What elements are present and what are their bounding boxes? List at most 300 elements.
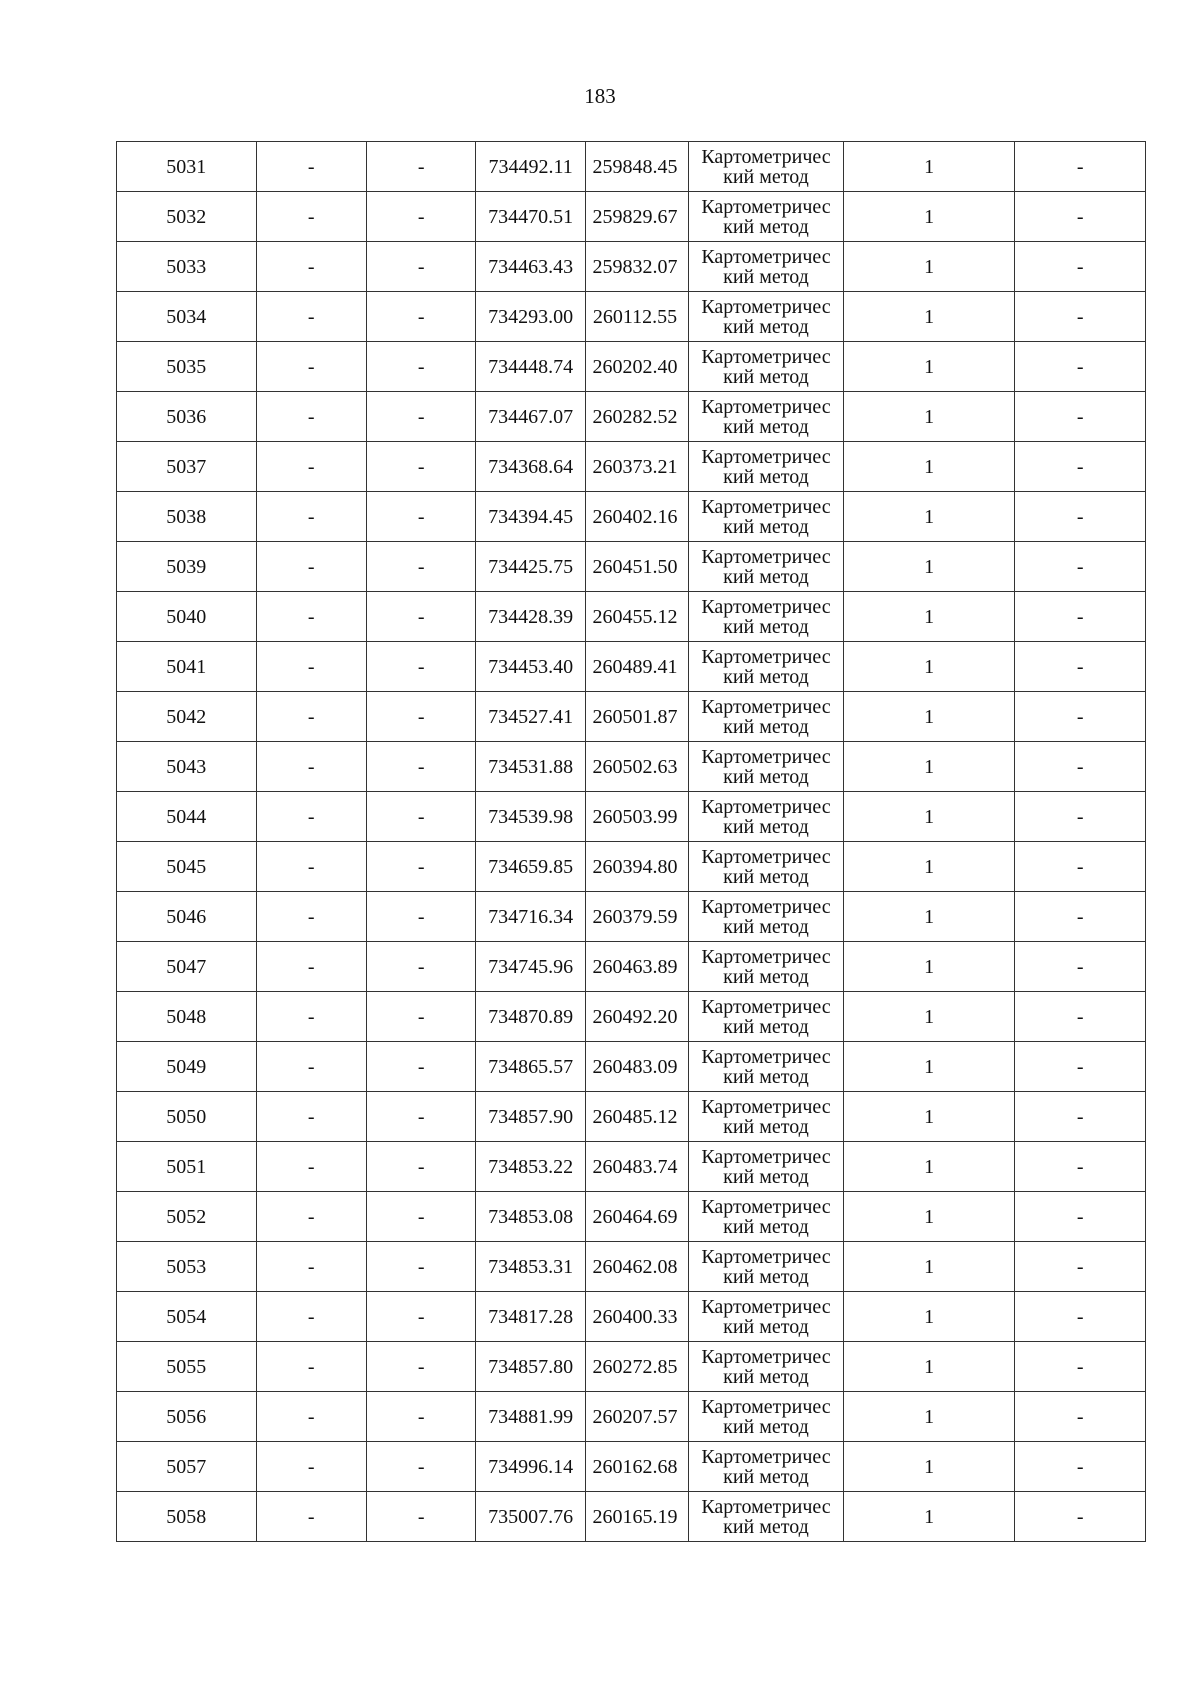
accuracy-cell: 1 (843, 392, 1015, 442)
method-text-line: кий метод (723, 865, 809, 888)
column-3-cell: - (366, 942, 475, 992)
note-cell: - (1015, 192, 1146, 242)
column-3-cell: - (366, 1342, 475, 1392)
method-text-line: Картометричес (701, 1245, 831, 1268)
table-row (117, 242, 1146, 292)
y-coordinate-cell: 260485.12 (585, 1092, 688, 1142)
column-2-cell: - (256, 892, 366, 942)
method-text-line: Картометричес (701, 245, 831, 268)
accuracy-cell: 1 (843, 1442, 1015, 1492)
note-cell: - (1015, 442, 1146, 492)
note-cell: - (1015, 1392, 1146, 1442)
method-cell (689, 542, 844, 592)
column-2-cell: - (256, 1442, 366, 1492)
x-coordinate-cell: 734463.43 (476, 242, 585, 292)
note-cell: - (1015, 692, 1146, 742)
x-coordinate-cell: 734470.51 (476, 192, 585, 242)
method-text-line: Картометричес (701, 545, 831, 568)
point-number-cell: 5044 (117, 792, 257, 842)
note-cell: - (1015, 742, 1146, 792)
column-3-cell: - (366, 242, 475, 292)
table-row (117, 142, 1146, 192)
accuracy-cell: 1 (843, 542, 1015, 592)
method-text-line: Картометричес (701, 745, 831, 768)
note-cell: - (1015, 892, 1146, 942)
accuracy-cell: 1 (843, 592, 1015, 642)
table-row (117, 692, 1146, 742)
point-number-cell: 5050 (117, 1092, 257, 1142)
column-2-cell: - (256, 192, 366, 242)
method-text-line: Картометричес (701, 145, 831, 168)
table-row (117, 1392, 1146, 1442)
y-coordinate-cell: 260394.80 (585, 842, 688, 892)
accuracy-cell: 1 (843, 1092, 1015, 1142)
y-coordinate-cell: 260272.85 (585, 1342, 688, 1392)
accuracy-cell: 1 (843, 442, 1015, 492)
note-cell: - (1015, 242, 1146, 292)
table-row (117, 892, 1146, 942)
table-row (117, 192, 1146, 242)
x-coordinate-cell: 734527.41 (476, 692, 585, 742)
method-text-line: кий метод (723, 1065, 809, 1088)
column-2-cell: - (256, 942, 366, 992)
x-coordinate-cell: 734467.07 (476, 392, 585, 442)
note-cell: - (1015, 1042, 1146, 1092)
accuracy-cell: 1 (843, 342, 1015, 392)
y-coordinate-cell: 260483.09 (585, 1042, 688, 1092)
column-2-cell: - (256, 1292, 366, 1342)
method-text-line: кий метод (723, 565, 809, 588)
y-coordinate-cell: 260503.99 (585, 792, 688, 842)
method-text-line: Картометричес (701, 1295, 831, 1318)
method-text-line: Картометричес (701, 945, 831, 968)
note-cell: - (1015, 1142, 1146, 1192)
method-text-line: Картометричес (701, 1095, 831, 1118)
point-number-cell: 5051 (117, 1142, 257, 1192)
method-text-line: кий метод (723, 1115, 809, 1138)
y-coordinate-cell: 260162.68 (585, 1442, 688, 1492)
column-3-cell: - (366, 292, 475, 342)
column-3-cell: - (366, 692, 475, 742)
method-cell (689, 892, 844, 942)
column-3-cell: - (366, 342, 475, 392)
x-coordinate-cell: 734368.64 (476, 442, 585, 492)
method-text-line: Картометричес (701, 345, 831, 368)
accuracy-cell: 1 (843, 892, 1015, 942)
x-coordinate-cell: 734428.39 (476, 592, 585, 642)
y-coordinate-cell: 260165.19 (585, 1492, 688, 1542)
method-cell (689, 992, 844, 1042)
method-text-line: Картометричес (701, 645, 831, 668)
table-row (117, 592, 1146, 642)
method-text-line: Картометричес (701, 1395, 831, 1418)
method-text-line: кий метод (723, 965, 809, 988)
column-3-cell: - (366, 592, 475, 642)
column-3-cell: - (366, 1242, 475, 1292)
method-text-line: Картометричес (701, 195, 831, 218)
table-row (117, 1442, 1146, 1492)
accuracy-cell: 1 (843, 1042, 1015, 1092)
note-cell: - (1015, 1492, 1146, 1542)
column-2-cell: - (256, 492, 366, 542)
point-number-cell: 5057 (117, 1442, 257, 1492)
x-coordinate-cell: 734745.96 (476, 942, 585, 992)
x-coordinate-cell: 734857.90 (476, 1092, 585, 1142)
note-cell: - (1015, 1342, 1146, 1392)
y-coordinate-cell: 260492.20 (585, 992, 688, 1042)
method-cell (689, 392, 844, 442)
column-2-cell: - (256, 1392, 366, 1442)
y-coordinate-cell: 259829.67 (585, 192, 688, 242)
accuracy-cell: 1 (843, 1192, 1015, 1242)
x-coordinate-cell: 734870.89 (476, 992, 585, 1042)
y-coordinate-cell: 260483.74 (585, 1142, 688, 1192)
table-row (117, 842, 1146, 892)
y-coordinate-cell: 260489.41 (585, 642, 688, 692)
x-coordinate-cell: 734853.31 (476, 1242, 585, 1292)
column-3-cell: - (366, 542, 475, 592)
method-cell (689, 292, 844, 342)
accuracy-cell: 1 (843, 1292, 1015, 1342)
y-coordinate-cell: 260400.33 (585, 1292, 688, 1342)
column-2-cell: - (256, 842, 366, 892)
x-coordinate-cell: 734857.80 (476, 1342, 585, 1392)
method-text-line: Картометричес (701, 895, 831, 918)
table-row (117, 442, 1146, 492)
x-coordinate-cell: 734448.74 (476, 342, 585, 392)
point-number-cell: 5042 (117, 692, 257, 742)
column-2-cell: - (256, 592, 366, 642)
accuracy-cell: 1 (843, 1242, 1015, 1292)
method-text-line: кий метод (723, 165, 809, 188)
point-number-cell: 5040 (117, 592, 257, 642)
method-cell (689, 642, 844, 692)
method-cell (689, 142, 844, 192)
x-coordinate-cell: 735007.76 (476, 1492, 585, 1542)
method-text-line: Картометричес (701, 1045, 831, 1068)
column-2-cell: - (256, 1242, 366, 1292)
x-coordinate-cell: 734716.34 (476, 892, 585, 942)
note-cell: - (1015, 292, 1146, 342)
y-coordinate-cell: 260463.89 (585, 942, 688, 992)
method-cell (689, 192, 844, 242)
column-3-cell: - (366, 742, 475, 792)
method-cell (689, 1392, 844, 1442)
method-cell (689, 1342, 844, 1392)
column-2-cell: - (256, 642, 366, 692)
method-text-line: Картометричес (701, 1195, 831, 1218)
column-2-cell: - (256, 792, 366, 842)
method-text-line: кий метод (723, 765, 809, 788)
note-cell: - (1015, 1442, 1146, 1492)
x-coordinate-cell: 734865.57 (476, 1042, 585, 1092)
note-cell: - (1015, 592, 1146, 642)
table-row (117, 492, 1146, 542)
method-text-line: кий метод (723, 1265, 809, 1288)
x-coordinate-cell: 734394.45 (476, 492, 585, 542)
point-number-cell: 5038 (117, 492, 257, 542)
accuracy-cell: 1 (843, 1492, 1015, 1542)
method-cell (689, 792, 844, 842)
x-coordinate-cell: 734453.40 (476, 642, 585, 692)
note-cell: - (1015, 142, 1146, 192)
accuracy-cell: 1 (843, 992, 1015, 1042)
note-cell: - (1015, 1292, 1146, 1342)
column-3-cell: - (366, 1492, 475, 1542)
point-number-cell: 5053 (117, 1242, 257, 1292)
x-coordinate-cell: 734996.14 (476, 1442, 585, 1492)
x-coordinate-cell: 734881.99 (476, 1392, 585, 1442)
method-cell (689, 942, 844, 992)
accuracy-cell: 1 (843, 492, 1015, 542)
method-text-line: кий метод (723, 1315, 809, 1338)
column-3-cell: - (366, 492, 475, 542)
column-2-cell: - (256, 342, 366, 392)
method-cell (689, 492, 844, 542)
point-number-cell: 5043 (117, 742, 257, 792)
point-number-cell: 5054 (117, 1292, 257, 1342)
point-number-cell: 5032 (117, 192, 257, 242)
method-text-line: кий метод (723, 665, 809, 688)
method-text-line: кий метод (723, 715, 809, 738)
x-coordinate-cell: 734425.75 (476, 542, 585, 592)
y-coordinate-cell: 259848.45 (585, 142, 688, 192)
table-row (117, 1292, 1146, 1342)
method-cell (689, 842, 844, 892)
accuracy-cell: 1 (843, 1142, 1015, 1192)
y-coordinate-cell: 260373.21 (585, 442, 688, 492)
note-cell: - (1015, 1242, 1146, 1292)
point-number-cell: 5056 (117, 1392, 257, 1442)
accuracy-cell: 1 (843, 942, 1015, 992)
method-text-line: кий метод (723, 315, 809, 338)
method-text-line: кий метод (723, 215, 809, 238)
accuracy-cell: 1 (843, 792, 1015, 842)
table-row (117, 1342, 1146, 1392)
column-2-cell: - (256, 692, 366, 742)
note-cell: - (1015, 1192, 1146, 1242)
table-row (117, 1092, 1146, 1142)
method-cell (689, 1192, 844, 1242)
column-3-cell: - (366, 392, 475, 442)
point-number-cell: 5041 (117, 642, 257, 692)
method-text-line: Картометричес (701, 295, 831, 318)
method-text-line: кий метод (723, 915, 809, 938)
method-text-line: Картометричес (701, 1495, 831, 1518)
method-text-line: кий метод (723, 1465, 809, 1488)
method-cell (689, 1292, 844, 1342)
column-3-cell: - (366, 792, 475, 842)
method-text-line: кий метод (723, 515, 809, 538)
method-text-line: Картометричес (701, 1145, 831, 1168)
table-row (117, 642, 1146, 692)
method-text-line: Картометричес (701, 595, 831, 618)
method-text-line: кий метод (723, 415, 809, 438)
table-body (117, 142, 1146, 1542)
method-cell (689, 692, 844, 742)
table-row (117, 992, 1146, 1042)
point-number-cell: 5058 (117, 1492, 257, 1542)
method-text-line: Картометричес (701, 495, 831, 518)
note-cell: - (1015, 792, 1146, 842)
table-row (117, 392, 1146, 442)
method-cell (689, 1242, 844, 1292)
column-2-cell: - (256, 142, 366, 192)
method-cell (689, 342, 844, 392)
coordinates-table (116, 141, 1146, 1542)
accuracy-cell: 1 (843, 642, 1015, 692)
y-coordinate-cell: 260502.63 (585, 742, 688, 792)
method-text-line: Картометричес (701, 395, 831, 418)
column-3-cell: - (366, 1192, 475, 1242)
table-row (117, 1042, 1146, 1092)
point-number-cell: 5047 (117, 942, 257, 992)
method-text-line: кий метод (723, 1215, 809, 1238)
point-number-cell: 5031 (117, 142, 257, 192)
column-2-cell: - (256, 292, 366, 342)
method-text-line: кий метод (723, 1165, 809, 1188)
table-row (117, 292, 1146, 342)
note-cell: - (1015, 542, 1146, 592)
accuracy-cell: 1 (843, 692, 1015, 742)
note-cell: - (1015, 492, 1146, 542)
method-text-line: Картометричес (701, 1445, 831, 1468)
method-cell (689, 1042, 844, 1092)
method-text-line: кий метод (723, 815, 809, 838)
y-coordinate-cell: 260112.55 (585, 292, 688, 342)
table-row (117, 942, 1146, 992)
point-number-cell: 5045 (117, 842, 257, 892)
method-cell (689, 592, 844, 642)
method-text-line: кий метод (723, 265, 809, 288)
method-text-line: Картометричес (701, 795, 831, 818)
column-3-cell: - (366, 192, 475, 242)
y-coordinate-cell: 260207.57 (585, 1392, 688, 1442)
column-2-cell: - (256, 542, 366, 592)
column-2-cell: - (256, 992, 366, 1042)
accuracy-cell: 1 (843, 1342, 1015, 1392)
point-number-cell: 5052 (117, 1192, 257, 1242)
x-coordinate-cell: 734492.11 (476, 142, 585, 192)
table-row (117, 1192, 1146, 1242)
accuracy-cell: 1 (843, 842, 1015, 892)
method-text-line: кий метод (723, 1515, 809, 1538)
column-3-cell: - (366, 142, 475, 192)
table-row (117, 1142, 1146, 1192)
table-row (117, 1242, 1146, 1292)
accuracy-cell: 1 (843, 242, 1015, 292)
y-coordinate-cell: 260379.59 (585, 892, 688, 942)
y-coordinate-cell: 260451.50 (585, 542, 688, 592)
x-coordinate-cell: 734853.08 (476, 1192, 585, 1242)
column-2-cell: - (256, 1342, 366, 1392)
y-coordinate-cell: 260455.12 (585, 592, 688, 642)
method-text-line: кий метод (723, 615, 809, 638)
page-number: 183 (584, 84, 616, 108)
column-2-cell: - (256, 392, 366, 442)
column-3-cell: - (366, 1442, 475, 1492)
column-2-cell: - (256, 242, 366, 292)
point-number-cell: 5036 (117, 392, 257, 442)
table-row (117, 542, 1146, 592)
note-cell: - (1015, 342, 1146, 392)
column-3-cell: - (366, 442, 475, 492)
point-number-cell: 5034 (117, 292, 257, 342)
column-3-cell: - (366, 892, 475, 942)
y-coordinate-cell: 260282.52 (585, 392, 688, 442)
x-coordinate-cell: 734293.00 (476, 292, 585, 342)
method-text-line: Картометричес (701, 445, 831, 468)
y-coordinate-cell: 260402.16 (585, 492, 688, 542)
column-2-cell: - (256, 442, 366, 492)
method-cell (689, 742, 844, 792)
table-row (117, 742, 1146, 792)
method-text-line: Картометричес (701, 995, 831, 1018)
column-3-cell: - (366, 992, 475, 1042)
point-number-cell: 5035 (117, 342, 257, 392)
table-row (117, 792, 1146, 842)
method-cell (689, 1442, 844, 1492)
y-coordinate-cell: 259832.07 (585, 242, 688, 292)
note-cell: - (1015, 992, 1146, 1042)
method-cell (689, 442, 844, 492)
column-3-cell: - (366, 642, 475, 692)
x-coordinate-cell: 734817.28 (476, 1292, 585, 1342)
column-3-cell: - (366, 842, 475, 892)
method-cell (689, 242, 844, 292)
method-cell (689, 1092, 844, 1142)
method-text-line: Картометричес (701, 1345, 831, 1368)
accuracy-cell: 1 (843, 142, 1015, 192)
method-text-line: кий метод (723, 1415, 809, 1438)
method-text-line: кий метод (723, 1015, 809, 1038)
x-coordinate-cell: 734659.85 (476, 842, 585, 892)
x-coordinate-cell: 734531.88 (476, 742, 585, 792)
method-text-line: кий метод (723, 1365, 809, 1388)
point-number-cell: 5055 (117, 1342, 257, 1392)
note-cell: - (1015, 642, 1146, 692)
y-coordinate-cell: 260202.40 (585, 342, 688, 392)
table-row (117, 1492, 1146, 1542)
column-3-cell: - (366, 1292, 475, 1342)
column-2-cell: - (256, 1092, 366, 1142)
accuracy-cell: 1 (843, 742, 1015, 792)
column-2-cell: - (256, 1142, 366, 1192)
point-number-cell: 5046 (117, 892, 257, 942)
column-3-cell: - (366, 1042, 475, 1092)
x-coordinate-cell: 734539.98 (476, 792, 585, 842)
method-cell (689, 1492, 844, 1542)
method-cell (689, 1142, 844, 1192)
note-cell: - (1015, 1092, 1146, 1142)
accuracy-cell: 1 (843, 292, 1015, 342)
method-text-line: Картометричес (701, 845, 831, 868)
point-number-cell: 5039 (117, 542, 257, 592)
x-coordinate-cell: 734853.22 (476, 1142, 585, 1192)
note-cell: - (1015, 942, 1146, 992)
y-coordinate-cell: 260462.08 (585, 1242, 688, 1292)
column-2-cell: - (256, 1492, 366, 1542)
column-3-cell: - (366, 1142, 475, 1192)
y-coordinate-cell: 260464.69 (585, 1192, 688, 1242)
method-text-line: кий метод (723, 465, 809, 488)
point-number-cell: 5048 (117, 992, 257, 1042)
column-2-cell: - (256, 742, 366, 792)
y-coordinate-cell: 260501.87 (585, 692, 688, 742)
accuracy-cell: 1 (843, 1392, 1015, 1442)
column-2-cell: - (256, 1042, 366, 1092)
point-number-cell: 5049 (117, 1042, 257, 1092)
